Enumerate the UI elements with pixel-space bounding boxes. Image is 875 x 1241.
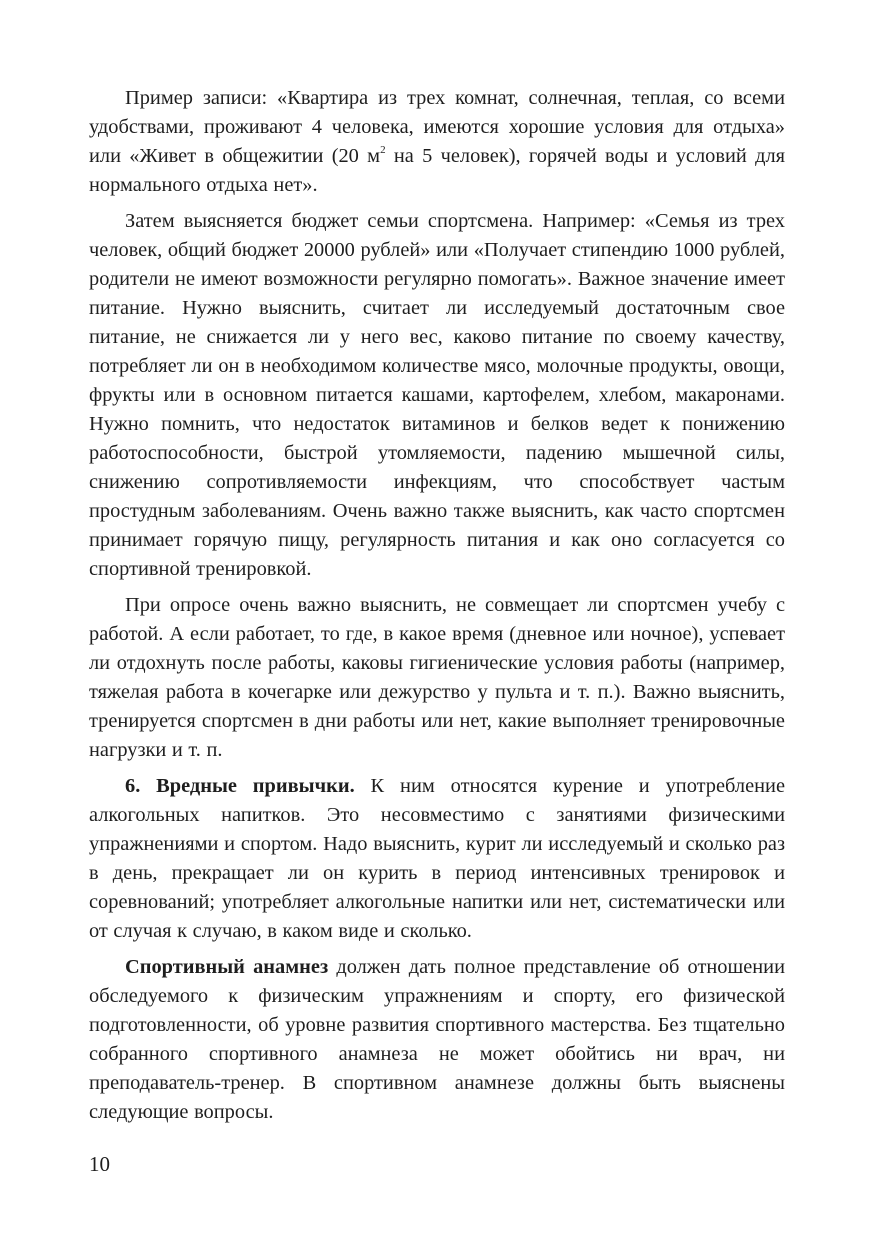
paragraph-sports-anamnesis-text: должен дать полное представление об отношении обследуемого к физическим упражнениям и спорту, его физической подготовленности, об уровне развития спортивного мастерства. Без тщательно собранного спортивного анамнеза не может обойтись ни врач, ни преподаватель-тренер. В спортивном анамнезе должны быть выяснены следующие вопросы. <box>89 956 785 1123</box>
paragraph-housing-text-1: Пример записи: «Квартира из трех комнат, солнечная, теплая, со всеми удобствами, проживают 4 человека, имеются хорошие условия для отдыха» или «Живет в общежитии (20 м <box>89 87 785 167</box>
paragraph-housing-text-2: на 5 человек), горячей воды и условий для нормального отдыха нет». <box>89 145 786 196</box>
paragraph-work-text: При опросе очень важно выяснить, не совмещает ли спортсмен учебу с работой. А если работает, то где, в какое время (дневное или ночное), успевает ли отдохнуть после работы, каковы гигиенические условия работы (например, тяжелая работа в кочегарке или дежурство у пульта и т. п.). Важно выяснить, тренируется спортсмен в дни работы или нет, какие выполняет тренировочные нагрузки и т. п. <box>89 594 785 761</box>
bad-habits-heading: 6. Вредные привычки. <box>125 775 355 797</box>
page-number: 10 <box>89 1152 110 1176</box>
paragraph-bad-habits <box>89 772 785 946</box>
sports-anamnesis-term: Спортивный анамнез <box>125 956 329 978</box>
paragraph-budget-nutrition <box>89 207 785 584</box>
paragraph-budget-text: Затем выясняется бюджет семьи спортсмена. Например: «Семья из трех человек, общий бюджет 20000 рублей» или «Получает стипендию 1000 рублей, родители не имеют возможности регулярно помогать». Важное значение имеет питание. Нужно выяснить, считает ли исследуемый достаточным свое питание, не снижается ли у него вес, каково питание по своему качеству, потребляет ли он в необходимом количестве мясо, молочные продукты, овощи, фрукты или в основном питается кашами, картофелем, хлебом, макаронами. Нужно помнить, что недостаток витаминов и белков ведет к понижению работоспособности, быстрой утомляемости, падению мышечной силы, снижению сопротивляемости инфекциям, что способствует частым простудным заболеваниям. Очень важно также выяснить, как часто спортсмен принимает горячую пищу, регулярность питания и как оно согласуется со спортивной тренировкой. <box>89 210 785 580</box>
paragraph-sports-anamnesis <box>89 953 785 1127</box>
superscript-square: 2 <box>380 144 386 156</box>
paragraph-bad-habits-text: К ним относятся курение и употребление алкогольных напитков. Это несовместимо с занятиями физическими упражнениями и спортом. Надо выяснить, курит ли исследуемый и сколько раз в день, прекращает ли он курить в период интенсивных тренировок и соревнований; употребляет алкогольные напитки или нет, систематически или от случая к случаю, в каком виде и сколько. <box>89 775 785 942</box>
paragraph-housing-example <box>89 84 785 200</box>
paragraph-work <box>89 591 785 765</box>
